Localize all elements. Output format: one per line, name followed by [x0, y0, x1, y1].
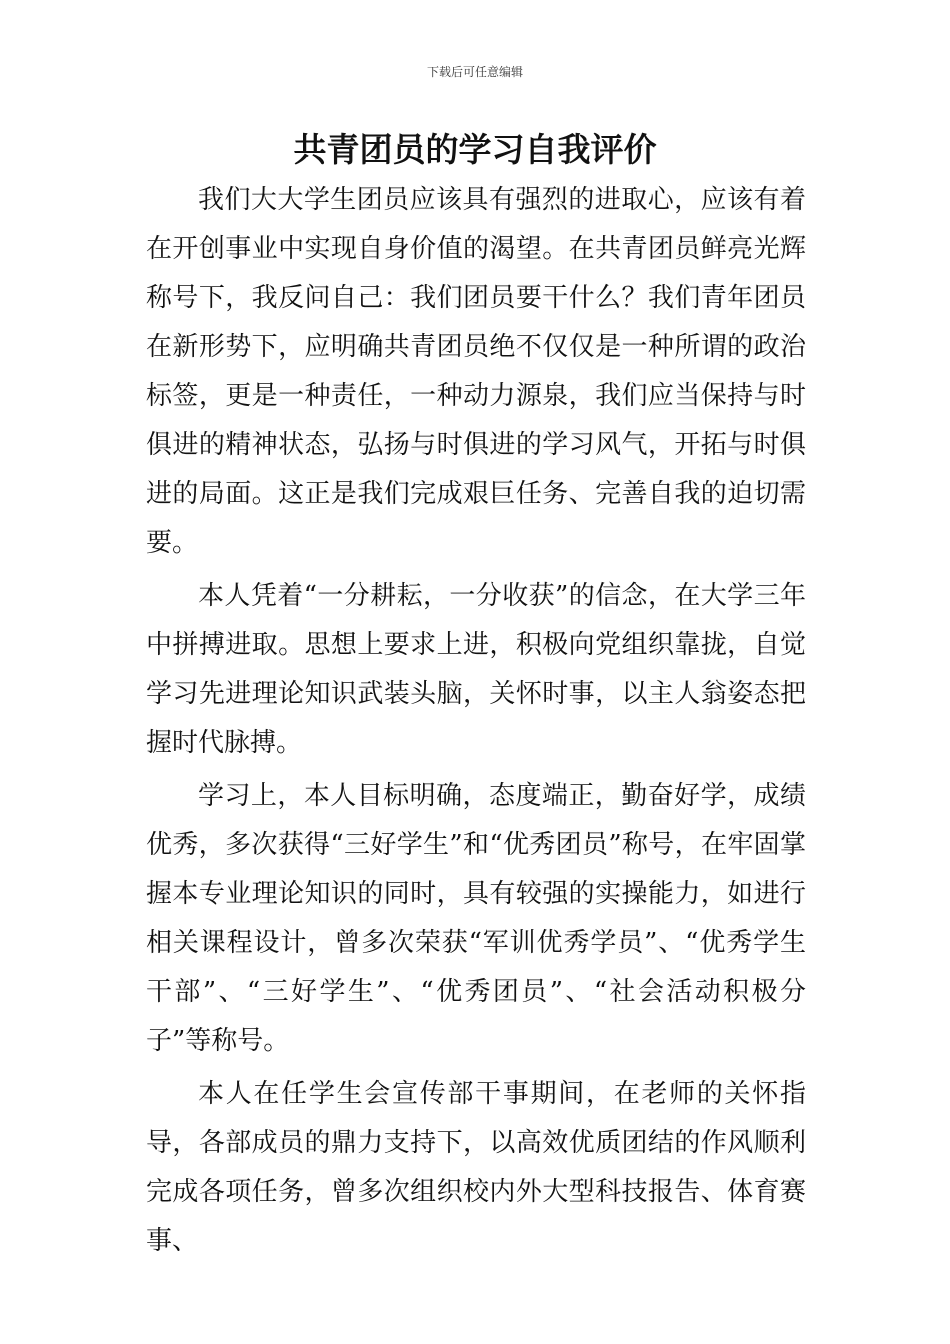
document-body: [146, 176, 806, 1266]
header-note: 下载后可任意编辑: [426, 65, 523, 79]
document-title: 共青团员的学习自我评价: [293, 130, 657, 169]
paragraph-1: 我们大大学生团员应该具有强烈的进取心，应该有着在开创事业中实现自身价值的渴望。在共青团员鲜亮光辉称号下，我反问自己：我们团员要干什么？我们青年团员在新形势下，应明确共青团员绝不仅仅是一种所谓的政治标签，更是一种责任，一种动力源泉，我们应当保持与时俱进的精神状态，弘扬与时俱进的学习风气，开拓与时俱进的局面。这正是我们完成艰巨任务、完善自我的迫切需要。: [146, 185, 806, 558]
paragraph-2: 本人凭着“一分耕耘，一分收获”的信念，在大学三年中拼搏进取。思想上要求上进，积极向党组织靠拢，自觉学习先进理论知识武装头脑，关怀时事，以主人翁姿态把握时代脉搏。: [146, 581, 806, 758]
paragraph-3: 学习上，本人目标明确，态度端正，勤奋好学，成绩优秀，多次获得“三好学生”和“优秀团员”称号，在牢固掌握本专业理论知识的同时，具有较强的实操能力，如进行相关课程设计，曾多次荣获“军训优秀学员”、“优秀学生干部”、“三好学生”、“优秀团员”、“社会活动积极分子”等称号。: [146, 781, 806, 1056]
paragraph-4: 本人在任学生会宣传部干事期间，在老师的关怀指导，各部成员的鼎力支持下，以高效优质团结的作风顺利完成各项任务，曾多次组织校内外大型科技报告、体育赛事、: [146, 1079, 806, 1256]
